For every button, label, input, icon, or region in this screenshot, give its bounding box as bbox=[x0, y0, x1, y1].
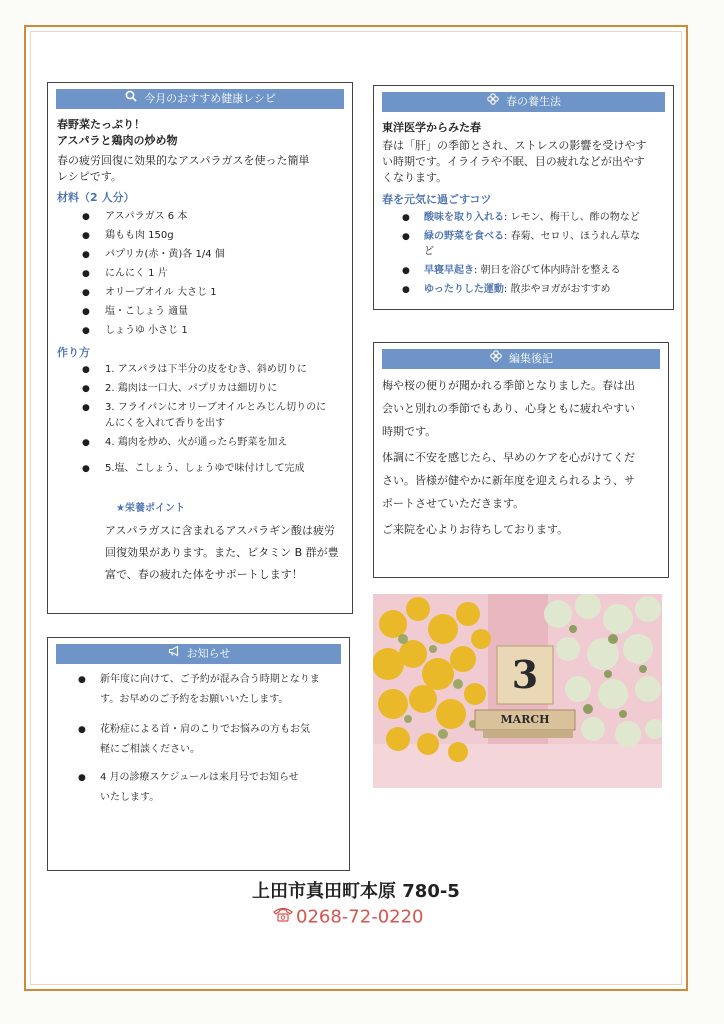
bullet: ● bbox=[82, 326, 90, 336]
editor-line: 梅や桜の便りが聞かれる季節となりました。春は出 bbox=[382, 379, 635, 392]
bullet: ● bbox=[82, 250, 90, 260]
march-calendar-photo bbox=[373, 594, 662, 788]
clinic-address: 上田市真田町本原 780-5 bbox=[252, 881, 460, 902]
ingredient-item: アスパラガス 6 本 bbox=[105, 211, 188, 222]
spring-line: 春は「肝」の季節とされ、ストレスの影響を受けやす bbox=[382, 139, 647, 152]
spring-header-label: 春の養生法 bbox=[506, 95, 561, 108]
notice-line: 4 月の診療スケジュールは来月号でお知らせ bbox=[100, 772, 299, 783]
spring-tip bbox=[424, 282, 611, 298]
calendar-month: MARCH bbox=[500, 713, 550, 726]
notice-line: す。お早めのご予約をお願いいたします。 bbox=[100, 694, 289, 705]
spring-tip bbox=[424, 263, 621, 279]
spring-tip-key: 早寝早起き bbox=[424, 265, 474, 276]
bullet: ● bbox=[82, 307, 90, 317]
bullet: ● bbox=[82, 231, 90, 241]
ingredient-item: 鶏もも肉 150g bbox=[105, 230, 174, 241]
spring-tip-text: : 朝日を浴びて体内時計を整える bbox=[474, 265, 621, 276]
notice-line: 花粉症による首・肩のこりでお悩みの方もお気 bbox=[100, 724, 310, 735]
nutrition-point-heading: ★栄養ポイント bbox=[116, 503, 185, 514]
recipe-header bbox=[56, 89, 344, 109]
spring-tip-key: ゆったりした運動 bbox=[424, 284, 504, 295]
flower-icon bbox=[486, 92, 500, 112]
editor-header bbox=[382, 349, 660, 369]
bullet: ● bbox=[82, 212, 90, 222]
step-item: 3. フライパンにオリーブオイルとみじん切りのに bbox=[105, 402, 327, 413]
spring-tip bbox=[424, 229, 640, 245]
editor-line: ポートさせていただきます。 bbox=[382, 497, 525, 510]
nutrition-point-line: 回復効果があります。また、ビタミン B 群が豊 bbox=[105, 546, 339, 559]
spring-tip bbox=[424, 210, 640, 226]
bullet: ● bbox=[82, 438, 90, 448]
notice-line: いたします。 bbox=[100, 792, 160, 803]
steps-heading: 作り方 bbox=[57, 346, 90, 359]
editor-line: さい。皆様が健やかに新年度を迎えられるよう、サ bbox=[382, 474, 635, 487]
bullet: ● bbox=[402, 285, 410, 295]
ingredient-item: 塩・こしょう 適量 bbox=[105, 306, 189, 317]
spring-subheading: 東洋医学からみた春 bbox=[382, 121, 481, 134]
notice-header bbox=[56, 644, 341, 664]
ingredient-item: にんにく 1 片 bbox=[105, 268, 168, 279]
ingredient-item: パプリカ(赤・黄)各 1/4 個 bbox=[105, 249, 225, 260]
recipe-title-1: 春野菜たっぷり！ bbox=[57, 118, 145, 131]
ingredients-heading: 材料（2 人分） bbox=[57, 191, 135, 204]
step-item-cont: んにくを入れて香りを出す bbox=[105, 418, 225, 429]
nutrition-point-line: アスパラガスに含まれるアスパラギン酸は疲労 bbox=[105, 524, 336, 537]
spring-line: い時期です。イライラや不眠、目の疲れなどが出やす bbox=[382, 155, 645, 168]
bullet: ● bbox=[402, 213, 410, 223]
spring-tip-key: 酸味を取り入れる bbox=[424, 212, 504, 223]
clinic-phone bbox=[272, 905, 424, 930]
recipe-header-label: 今月のおすすめ健康レシピ bbox=[144, 92, 276, 105]
spring-line: くなります。 bbox=[382, 171, 448, 184]
notice-panel bbox=[47, 637, 350, 871]
bullet: ● bbox=[82, 365, 90, 375]
bullet: ● bbox=[78, 725, 86, 735]
step-item: 5.塩、こしょう、しょうゆで味付けして完成 bbox=[105, 463, 305, 474]
telephone-icon bbox=[272, 905, 294, 930]
nutrition-point-line: 富で、春の疲れた体をサポートします！ bbox=[105, 568, 303, 581]
editor-line: 会いと別れの季節でもあり、心身ともに疲れやすい bbox=[382, 402, 635, 415]
editor-header-label: 編集後記 bbox=[509, 352, 553, 365]
step-item: 1. アスパラは下半分の皮をむき、斜め切りに bbox=[105, 364, 307, 375]
spring-tips-heading: 春を元気に過ごすコツ bbox=[382, 193, 492, 206]
bullet: ● bbox=[78, 773, 86, 783]
bullet: ● bbox=[82, 403, 90, 413]
phone-number[interactable]: 0268-72-0220 bbox=[296, 906, 424, 928]
bullet: ● bbox=[402, 266, 410, 276]
bullet: ● bbox=[82, 269, 90, 279]
calendar-number: 3 bbox=[511, 652, 539, 697]
spring-tip-text: : レモン、梅干し、酢の物など bbox=[504, 212, 640, 223]
step-item: 2. 鶏肉は一口大、パプリカは細切りに bbox=[105, 383, 278, 394]
recipe-title-2: アスパラと鶏肉の炒め物 bbox=[57, 134, 178, 147]
notice-header-label: お知らせ bbox=[186, 647, 231, 660]
editor-panel bbox=[373, 342, 669, 578]
bullet: ● bbox=[82, 384, 90, 394]
bullet: ● bbox=[78, 675, 86, 685]
step-item: 4. 鶏肉を炒め、火が通ったら野菜を加え bbox=[105, 437, 288, 448]
editor-line: 時期です。 bbox=[382, 425, 437, 438]
editor-line: 体調に不安を感じたら、早めのケアを心がけてくだ bbox=[382, 451, 635, 464]
spring-tip-text: : 春菊、セロリ、ほうれん草な bbox=[504, 231, 641, 242]
spring-tip-key: 緑の野菜を食べる bbox=[424, 231, 504, 242]
spring-tip-text: : 散歩やヨガがおすすめ bbox=[503, 284, 611, 295]
editor-line: ご来院を心よりお待ちしております。 bbox=[382, 523, 569, 536]
recipe-intro-2: レシピです。 bbox=[57, 170, 122, 183]
recipe-intro-1: 春の疲労回復に効果的なアスパラガスを使った簡単 bbox=[57, 154, 310, 167]
ingredient-item: オリーブオイル 大さじ 1 bbox=[105, 287, 217, 298]
bullet: ● bbox=[402, 232, 410, 242]
notice-line: 新年度に向けて、ご予約が混み合う時期となりま bbox=[100, 674, 320, 685]
notice-line: 軽にご相談ください。 bbox=[100, 744, 200, 755]
flower-icon bbox=[489, 349, 503, 369]
spring-header bbox=[382, 92, 665, 112]
spring-tip-cont: ど bbox=[424, 246, 434, 257]
ingredient-item: しょうゆ 小さじ 1 bbox=[105, 325, 188, 336]
spring-panel bbox=[373, 85, 674, 310]
bullet: ● bbox=[82, 288, 90, 298]
recipe-panel bbox=[47, 82, 353, 614]
bullet: ● bbox=[82, 464, 90, 474]
megaphone-icon bbox=[167, 644, 181, 664]
magnifier-icon bbox=[124, 89, 138, 109]
